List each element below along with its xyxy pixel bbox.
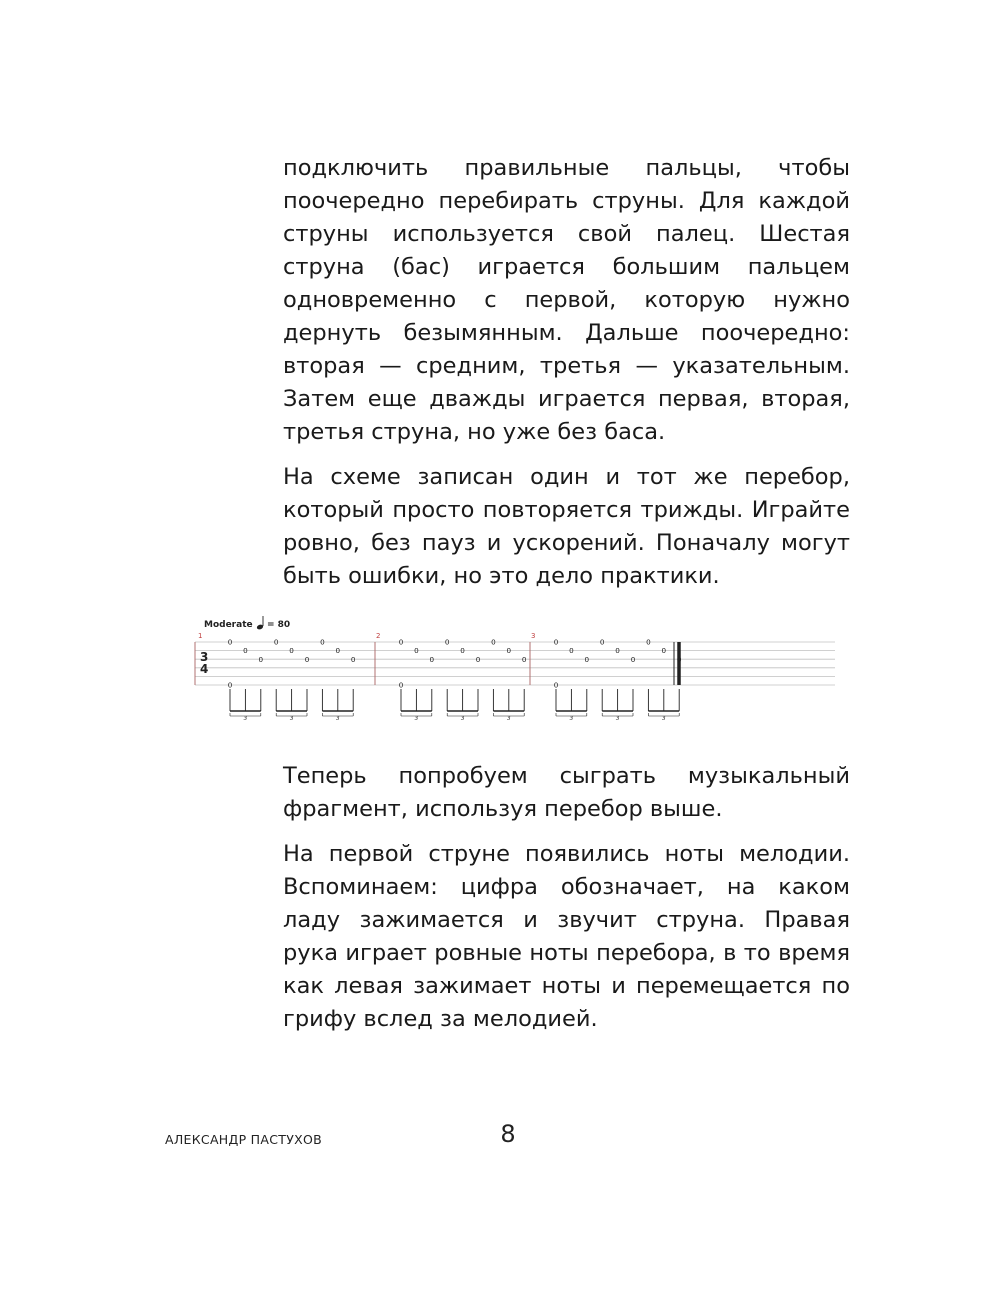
tuplet-number: 3 — [662, 716, 666, 722]
tab-fret-number: 0 — [521, 654, 527, 664]
body-text-top — [283, 152, 850, 605]
tab-fret-number: 0 — [661, 646, 667, 656]
tempo-marking — [204, 616, 290, 630]
body-text-bottom — [283, 760, 850, 1048]
tab-fret-number: 0 — [646, 637, 651, 647]
tab-rhythm — [230, 689, 679, 722]
paragraph: Теперь попробуем сыграть музыкальный фрагмент, используя перебор выше. — [283, 763, 850, 822]
tab-fret-number: 0 — [676, 654, 682, 664]
time-signature-top: 3 — [200, 650, 209, 665]
tab-fret-number: 0 — [258, 654, 264, 664]
measure-number: 1 — [198, 632, 203, 640]
tab-fret-number: 0 — [599, 637, 605, 647]
tab-fret-number: 0 — [227, 637, 233, 647]
tab-fret-number: 0 — [506, 646, 512, 656]
tab-fret-number: 0 — [398, 680, 404, 690]
tab-fret-number: 0 — [444, 637, 450, 647]
tab-fret-number: 0 — [414, 646, 419, 656]
tab-staff — [195, 632, 835, 685]
tab-fret-number: 0 — [429, 654, 435, 664]
paragraph: На первой струне появились ноты мелодии. Вспоминаем: цифра обозначает, на каком ладу зажимается и звучит струна. Правая рука играет ровные ноты перебора, в то время как левая зажимает ноты и перемещается по грифу вслед за мелодией. — [283, 841, 850, 1032]
tab-fret-number: 0 — [289, 646, 294, 656]
guitar-tab-figure — [190, 612, 840, 722]
tuplet-number: 3 — [507, 716, 511, 722]
time-signature-bottom: 4 — [200, 661, 209, 676]
tab-fret-number: 0 — [475, 654, 481, 664]
tab-fret-number: 0 — [630, 654, 636, 664]
paragraph: подключить правильные пальцы, чтобы поочередно перебирать струны. Для каждой струны используется свой палец. Шестая струна (бас) играется большим пальцем одновременно с первой, которую нужно дернуть безымянным. Дальше поочередно: вторая — средним, третья — указательным. Затем еще дважды играется первая, вторая, третья струна, но уже без баса. — [283, 155, 850, 445]
tab-fret-number: 0 — [350, 654, 356, 664]
tab-notes — [228, 638, 682, 690]
tab-fret-number: 0 — [491, 637, 496, 647]
tab-fret-number: 0 — [398, 637, 404, 647]
tuplet-number: 3 — [569, 716, 574, 722]
measure-number: 3 — [531, 632, 536, 640]
measure-number: 2 — [376, 632, 381, 640]
tab-fret-number: 0 — [584, 654, 590, 664]
tab-fret-number: 0 — [320, 637, 325, 647]
tuplet-number: 3 — [289, 716, 294, 722]
tab-fret-number: 0 — [243, 646, 248, 656]
tab-fret-number: 0 — [335, 646, 341, 656]
tab-fret-number: 0 — [273, 637, 279, 647]
tab-fret-number: 0 — [460, 646, 465, 656]
tempo-label: Moderate — [204, 620, 253, 630]
tuplet-number: 3 — [414, 716, 419, 722]
tab-fret-number: 0 — [227, 680, 233, 690]
tab-fret-number: 0 — [569, 646, 574, 656]
page-number: 8 — [500, 1120, 516, 1148]
tab-fret-number: 0 — [553, 637, 559, 647]
footer-author: АЛЕКСАНДР ПАСТУХОВ — [165, 1132, 322, 1147]
tempo-value: = 80 — [267, 620, 291, 630]
tab-fret-number: 0 — [615, 646, 620, 656]
tuplet-number: 3 — [615, 716, 620, 722]
paragraph: На схеме записан один и тот же перебор, который просто повторяется трижды. Играйте ровно, без пауз и ускорений. Поначалу могут быть ошибки, но это дело практики. — [283, 464, 850, 589]
tab-fret-number: 0 — [304, 654, 310, 664]
tuplet-number: 3 — [336, 716, 340, 722]
tuplet-number: 3 — [460, 716, 465, 722]
tuplet-number: 3 — [243, 716, 248, 722]
tab-fret-number: 0 — [553, 680, 559, 690]
